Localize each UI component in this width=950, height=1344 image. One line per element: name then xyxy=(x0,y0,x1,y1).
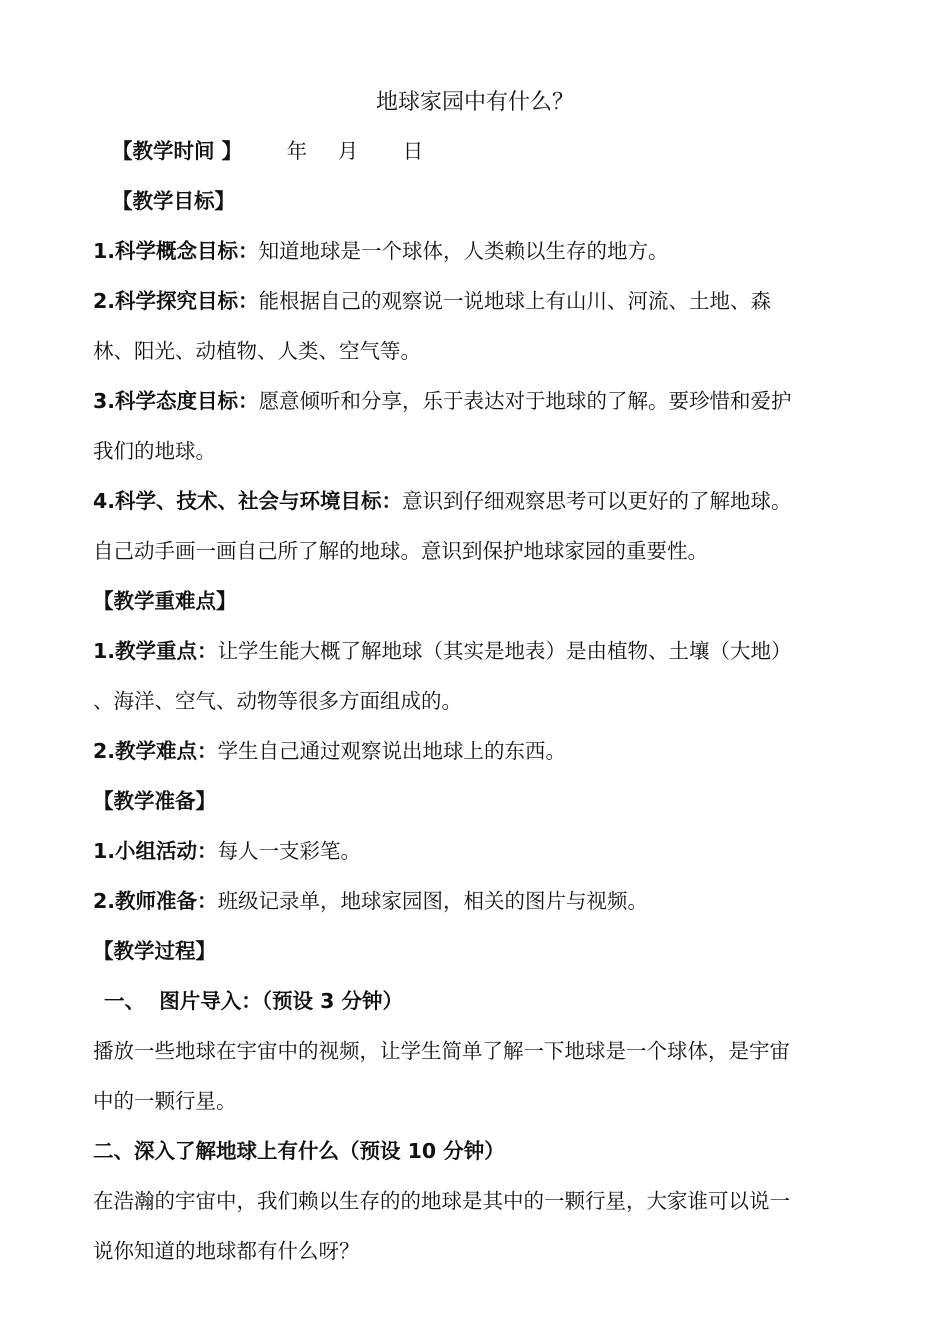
keypoint-1 xyxy=(93,636,860,666)
prep-1 xyxy=(93,836,860,866)
prep-2-label: 2.教师准备： xyxy=(93,889,218,913)
goal-4-cont: 自己动手画一画自己所了解的地球。意识到保护地球家园的重要性。 xyxy=(93,539,708,563)
step-2-text: 在浩瀚的宇宙中，我们赖以生存的的地球是其中的一颗行星，大家谁可以说一 xyxy=(93,1189,790,1213)
step-1-heading: 一、 图片导入：（预设 3 分钟） xyxy=(104,989,404,1013)
prep-heading: 【教学准备】 xyxy=(93,789,216,813)
year-label: 年 xyxy=(286,139,308,163)
goal-3 xyxy=(93,386,860,416)
document-title: 地球家园中有什么？ xyxy=(375,90,574,115)
step-1-text-cont: 中的一颗行星。 xyxy=(93,1089,237,1113)
keypoint-1-text: 让学生能大概了解地球（其实是地表）是由植物、土壤（大地） xyxy=(217,639,792,663)
goal-4 xyxy=(93,486,860,516)
goal-2-text: 能根据自己的观察说一说地球上有山川、河流、土地、森 xyxy=(258,289,772,313)
prep-2-text: 班级记录单，地球家园图，相关的图片与视频。 xyxy=(217,889,649,913)
keypoints-heading: 【教学重难点】 xyxy=(93,589,237,613)
goal-1-label: 1.科学概念目标： xyxy=(93,239,259,263)
keypoint-2-text: 学生自己通过观察说出地球上的东西。 xyxy=(217,739,567,763)
keypoint-2 xyxy=(93,736,860,766)
keypoint-2-label: 2.教学难点： xyxy=(93,739,218,763)
day-label: 日 xyxy=(402,139,424,163)
goal-3-text: 愿意倾听和分享，乐于表达对于地球的了解。要珍惜和爱护 xyxy=(258,389,792,413)
step-2-heading: 二、深入了解地球上有什么（预设 10 分钟） xyxy=(93,1139,505,1163)
prep-1-text: 每人一支彩笔。 xyxy=(217,839,362,863)
prep-2 xyxy=(93,886,860,916)
prep-1-label: 1.小组活动： xyxy=(93,839,218,863)
keypoint-1-cont: 、海洋、空气、动物等很多方面组成的。 xyxy=(93,689,462,713)
goal-2-cont: 林、阳光、动植物、人类、空气等。 xyxy=(93,339,421,363)
goal-3-label: 3.科学态度目标： xyxy=(93,389,259,413)
step-2-text-cont: 说你知道的地球都有什么呀？ xyxy=(93,1239,360,1263)
month-label: 月 xyxy=(337,139,359,163)
goal-4-text: 意识到仔细观察思考可以更好的了解地球。 xyxy=(402,489,792,513)
goals-heading: 【教学目标】 xyxy=(112,189,235,213)
process-heading: 【教学过程】 xyxy=(93,939,216,963)
teaching-time-label: 【教学时间 】 xyxy=(112,139,243,163)
goal-2 xyxy=(93,286,860,316)
goal-1-text: 知道地球是一个球体，人类赖以生存的地方。 xyxy=(258,239,669,263)
teaching-time-row xyxy=(112,136,860,166)
goal-3-cont: 我们的地球。 xyxy=(93,439,216,463)
goal-2-label: 2.科学探究目标： xyxy=(93,289,259,313)
goal-1 xyxy=(93,236,860,266)
goal-4-label: 4.科学、技术、社会与环境目标： xyxy=(93,489,403,513)
keypoint-1-label: 1.教学重点： xyxy=(93,639,218,663)
step-1-text: 播放一些地球在宇宙中的视频，让学生简单了解一下地球是一个球体，是宇宙 xyxy=(93,1039,790,1063)
